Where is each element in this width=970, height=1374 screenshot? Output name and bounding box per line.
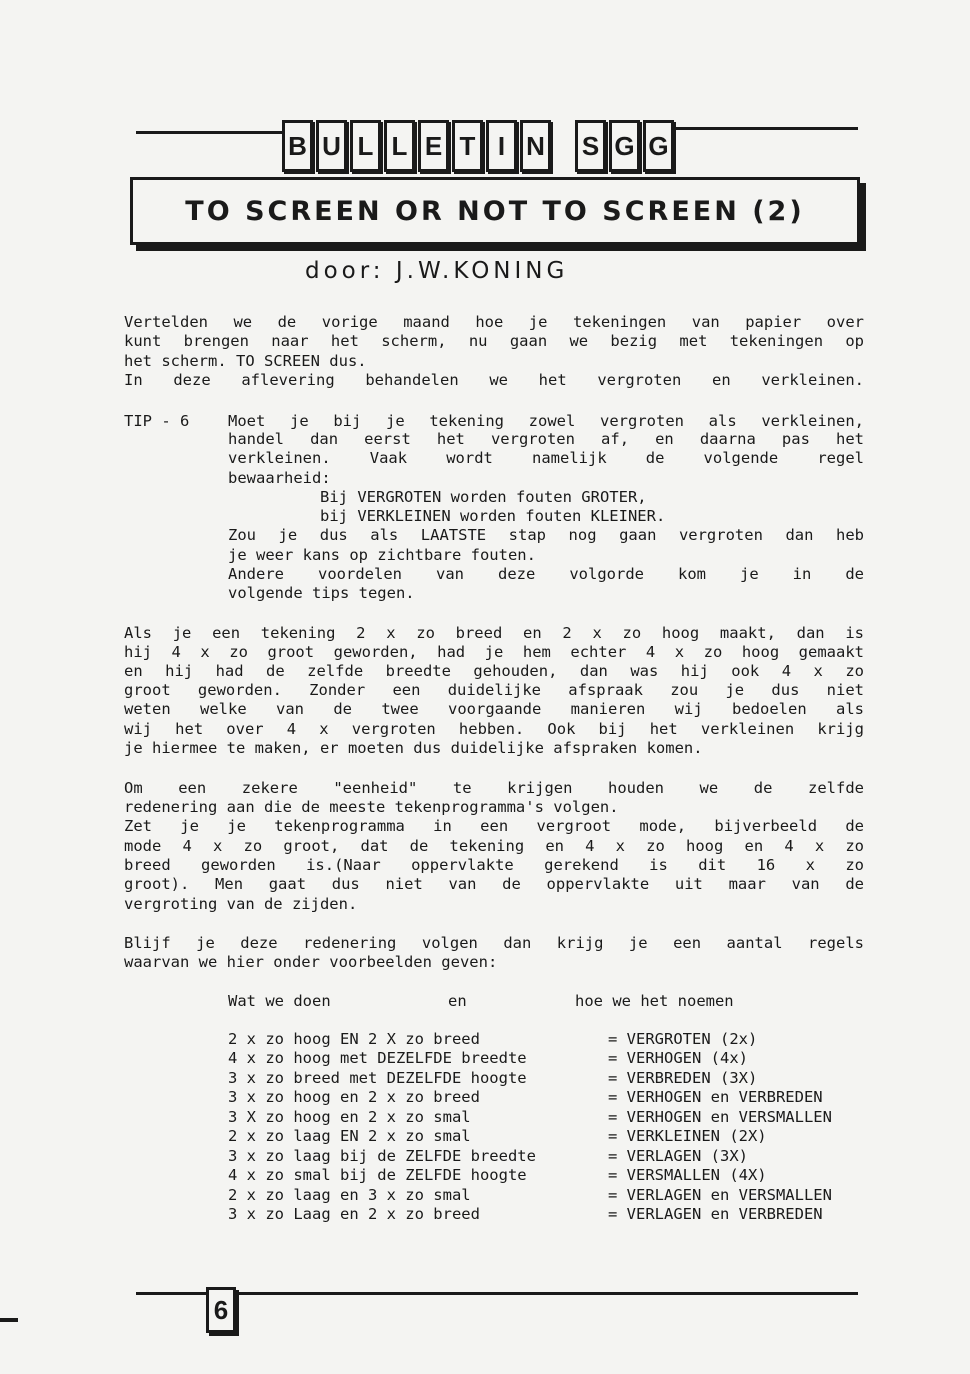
rule-action: 4 x zo hoog met DEZELFDE breedte <box>228 1049 527 1068</box>
para2-line: redenering aan die de meeste tekenprogramma's volgen. <box>124 798 619 816</box>
rule-name: = VERSMALLEN (4X) <box>608 1166 767 1185</box>
para1-line: groot geworden. Zonder een duidelijke afspraak zou je dus niet <box>124 681 864 699</box>
masthead-letter: E <box>418 120 449 172</box>
masthead-space <box>554 120 572 166</box>
masthead-letter: I <box>486 120 517 172</box>
tip-line: verkleinen. Vaak wordt namelijk de volgende regel <box>228 449 864 467</box>
para1-line: hij 4 x zo groot geworden, had je hem echter 4 x zo hoog gemaakt <box>124 643 864 661</box>
table-row <box>228 1107 832 1127</box>
para3-line: waarvan we hier onder voorbeelden geven: <box>124 953 498 971</box>
article-author: door: J.W.KONING <box>305 258 569 284</box>
para1-line: Als je een tekening 2 x zo breed en 2 x zo hoog maakt, dan is <box>124 624 864 642</box>
masthead-letter: L <box>350 120 381 172</box>
masthead-bulletin-sgg <box>282 120 674 172</box>
rule-name: = VERLAGEN en VERBREDEN <box>608 1205 823 1224</box>
table-header-what: Wat we doen <box>228 992 331 1010</box>
rule-name: = VERHOGEN (4x) <box>608 1049 748 1068</box>
footer-rule <box>136 1292 858 1295</box>
masthead-letter: L <box>384 120 415 172</box>
table-header-and: en <box>448 992 467 1010</box>
masthead-letter: T <box>452 120 483 172</box>
para1-line: je hiermee te maken, er moeten dus duidelijke afspraken komen. <box>124 739 703 757</box>
rule-action: 3 x zo hoog en 2 x zo breed <box>228 1088 480 1107</box>
table-row <box>228 1205 832 1225</box>
table-row <box>228 1068 832 1088</box>
para2-line: Om een zekere "eenheid" te krijgen houden we de zelfde <box>124 779 864 797</box>
article-title: TO SCREEN OR NOT TO SCREEN (2) <box>185 195 805 227</box>
rule-action: 3 x zo Laag en 2 x zo breed <box>228 1205 480 1224</box>
page-number: 6 <box>206 1287 236 1333</box>
rule-name: = VERKLEINEN (2X) <box>608 1127 767 1146</box>
tip-rule-bigger: Bij VERGROTEN worden fouten GROTER, <box>320 488 647 506</box>
masthead-letter: G <box>609 120 640 172</box>
para2-line: groot). Men gaat dus niet van de oppervlakte uit maar van de <box>124 875 864 893</box>
intro-line: Vertelden we de vorige maand hoe je tekeningen van papier over <box>124 313 864 331</box>
para2-line: Zet je je tekenprogramma in een vergroot mode, bijverbeeld de <box>124 817 864 835</box>
para2-line: vergroting van de zijden. <box>124 895 358 913</box>
table-row <box>228 1049 832 1069</box>
para1-line: wij het over 4 x vergroten hebben. Ook bij het verkleinen krijg <box>124 720 864 738</box>
para2-line: breed geworden is.(Naar oppervlakte gerekend is dit 16 x zo <box>124 856 864 874</box>
rule-action: 3 x zo breed met DEZELFDE hoogte <box>228 1068 527 1087</box>
masthead-letter: S <box>575 120 606 172</box>
masthead-letter: G <box>643 120 674 172</box>
rule-name: = VERLAGEN (3X) <box>608 1146 748 1165</box>
table-row <box>228 1029 832 1049</box>
para2-line: mode 4 x zo groot, dat de tekening en 4 x zo hoog en 4 x zo <box>124 837 864 855</box>
rule-action: 3 X zo hoog en 2 x zo smal <box>228 1107 471 1126</box>
article-title-box <box>130 177 860 245</box>
table-header-name: hoe we het noemen <box>575 992 734 1010</box>
masthead-letter: B <box>282 120 313 172</box>
tip-line: Zou je dus als LAATSTE stap nog gaan vergroten dan heb <box>228 526 864 544</box>
tip-line: Andere voordelen van deze volgorde kom je in de <box>228 565 864 583</box>
rule-action: 2 x zo laag en 3 x zo smal <box>228 1185 471 1204</box>
tip-line: handel dan eerst het vergroten af, en daarna pas het <box>228 430 864 448</box>
rule-action: 2 x zo laag EN 2 x zo smal <box>228 1127 471 1146</box>
rule-name: = VERBREDEN (3X) <box>608 1068 758 1087</box>
rule-action: 4 x zo smal bij de ZELFDE hoogte <box>228 1166 527 1185</box>
rule-name: = VERHOGEN en VERSMALLEN <box>608 1107 832 1126</box>
rule-name: = VERGROTEN (2x) <box>608 1029 758 1048</box>
table-row <box>228 1185 832 1205</box>
tip-line: Moet je bij je tekening zowel vergroten als verkleinen, <box>228 412 864 430</box>
rule-name: = VERLAGEN en VERSMALLEN <box>608 1185 832 1204</box>
rule-action: 2 x zo hoog EN 2 X zo breed <box>228 1029 480 1048</box>
table-row <box>228 1088 832 1108</box>
para1-line: weten welke van de twee voorgaande manieren wij bedoelen als <box>124 700 864 718</box>
header-rule-right <box>666 127 858 130</box>
tip-line: je weer kans op zichtbare fouten. <box>228 546 536 564</box>
table-row <box>228 1127 832 1147</box>
rule-name: = VERHOGEN en VERBREDEN <box>608 1088 823 1107</box>
masthead-letter: U <box>316 120 347 172</box>
tip-rule-smaller: bij VERKLEINEN worden fouten KLEINER. <box>320 507 666 525</box>
table-row <box>228 1146 832 1166</box>
intro-line: In deze aflevering behandelen we het vergroten en verkleinen. <box>124 371 864 389</box>
margin-mark <box>0 1318 18 1322</box>
intro-line: het scherm. TO SCREEN dus. <box>124 352 367 370</box>
para1-line: en hij had de zelfde breedte gehouden, dan was hij ook 4 x zo <box>124 662 864 680</box>
tip-line: volgende tips tegen. <box>228 584 415 602</box>
masthead-letter: N <box>520 120 551 172</box>
rule-action: 3 x zo laag bij de ZELFDE breedte <box>228 1146 536 1165</box>
tip-label: TIP - 6 <box>124 412 190 430</box>
tip-line: bewaarheid: <box>228 469 331 487</box>
intro-line: kunt brengen naar het scherm, nu gaan we bezig met tekeningen op <box>124 332 864 350</box>
header-rule-left <box>136 131 282 134</box>
table-row <box>228 1166 832 1186</box>
para3-line: Blijf je deze redenering volgen dan krijg je een aantal regels <box>124 934 864 952</box>
rules-table <box>228 1029 832 1224</box>
